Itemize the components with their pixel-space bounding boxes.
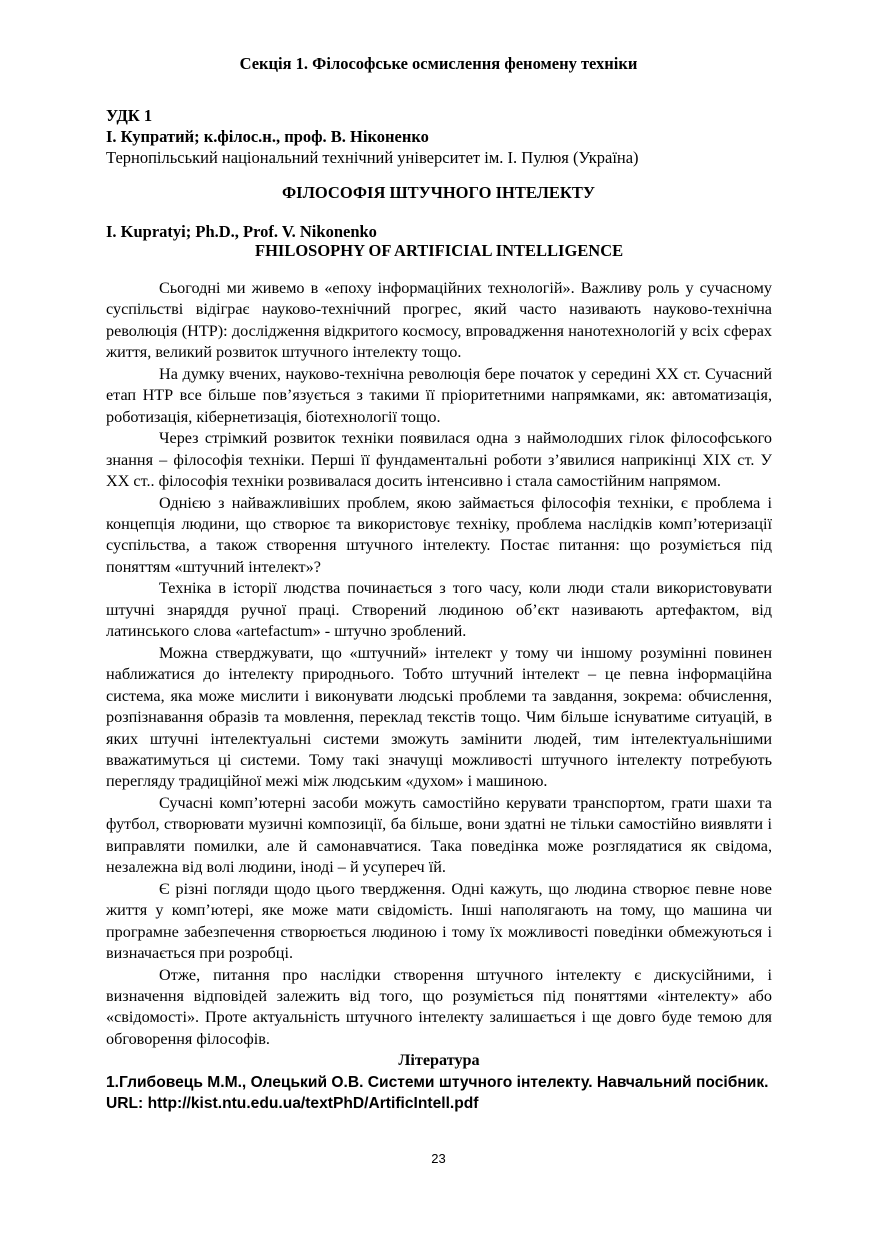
body-paragraph: Однією з найважливіших проблем, якою займається філософія техніки, є проблема і концепція людини, що створює та використовує техніку, проблема наслідків комп’ютеризації суспільства, а також створення штучного інтелекту. Постає питання: що розуміється під поняттям «штучний інтелект»?	[106, 493, 772, 576]
page-number: 23	[431, 1151, 446, 1166]
paper-body	[106, 278, 772, 1114]
body-paragraph: Сьогодні ми живемо в «епоху інформаційних технологій». Важливу роль у сучасному суспільстві відіграє науково-технічний прогрес, який часто називають науково-технічна революція (НТР): дослідження відкритого космосу, впровадження нанотехнологій у всіх сферах життя, великий розвиток штучного інтелекту тощо.	[106, 279, 772, 362]
literature-heading: Література	[398, 1051, 480, 1070]
body-paragraph: Сучасні комп’ютерні засоби можуть самостійно керувати транспортом, грати шахи та футбол, створювати музичні композиції, ба більше, вони здатні не тільки самостійно виявляти і виправляти помилки, але й самонавчатися. Така поведінка може розглядатися як свідома, незалежна від волі людини, іноді – й усупереч їй.	[106, 793, 772, 877]
body-paragraph: Через стрімкий розвиток техніки появилася одна з наймолодших гілок філософського знання – філософія техніки. Перші її фундаментальні роботи з’явилися наприкінці ХІХ ст. У ХХ ст.. філософія техніки розвивалася досить інтенсивно і стала самостійним напрямом.	[106, 429, 772, 491]
authors-en: I. Kupratyi; Ph.D., Prof. V. Nikonenko	[106, 222, 377, 241]
affiliation: Тернопільський національний технічний університет ім. І. Пулюя (Україна)	[106, 148, 639, 167]
paper-title-ua: ФІЛОСОФІЯ ШТУЧНОГО ІНТЕЛЕКТУ	[282, 183, 595, 202]
body-paragraph: Є різні погляди щодо цього твердження. Одні кажуть, що людина створює певне нове життя у комп’ютері, яке може мати свідомість. Інші наполягають на тому, що машина чи програмне забезпечення створюється людиною і тому їх можливості поведінки обмежуються і визначається при розробці.	[106, 879, 772, 963]
body-paragraph: На думку вчених, науково-технічна революція бере початок у середині ХХ ст. Сучасний етап НТР все більше пов’язується з такими її пріоритетними напрямками, як: автоматизація, роботизація, кібернетизація, біотехнології тощо.	[106, 364, 772, 426]
body-paragraph: Техніка в історії людства починається з того часу, коли люди стали використовувати штучні знаряддя ручної праці. Створений людиною об’єкт називають артефактом, від латинського слова «artefactum» - штучно зроблений.	[106, 579, 772, 641]
body-paragraph: Можна стверджувати, що «штучний» інтелект у тому чи іншому розумінні повинен наближатися до інтелекту природнього. Тобто штучний інтелект – це певна інформаційна система, яка може мислити і виконувати людські проблеми та завдання, зокрема: обчислення, розпізнавання образів та мовлення, переклад текстів тощо. Чим більше існуватиме ситуацій, в яких штучні інтелектуальні системи зможуть замінити людей, тим інтелектуальнішими вважатимуться ці системи. Тому такі значущі можливості штучного інтелекту потребують перегляду традиційної межі між людським «духом» і машиною.	[106, 643, 772, 791]
header-block	[106, 105, 778, 168]
udk-code: УДК 1	[106, 106, 153, 125]
body-paragraph: Отже, питання про наслідки створення штучного інтелекту є дискусійними, і визначення відповідей залежить від того, що розуміється під поняттями «інтелекту» або «свідомості». Проте актуальність штучного інтелекту залишається і ще довго буде темою для обговорення філософів.	[106, 965, 772, 1048]
authors-ua: І. Купратий; к.філос.н., проф. В. Ніконенко	[106, 127, 429, 146]
paper-title-en: FHILOSOPHY OF ARTIFICIAL INTELLIGENCE	[255, 241, 624, 260]
literature-item: 1.Глибовець М.М., Олецький О.В. Системи штучного інтелекту. Навчальний посібник. URL: http://kist.ntu.edu.ua/textPhD/ArtificIntell.pdf	[106, 1073, 769, 1112]
section-title: Секція 1. Філософське осмислення феномену техніки	[239, 54, 638, 73]
